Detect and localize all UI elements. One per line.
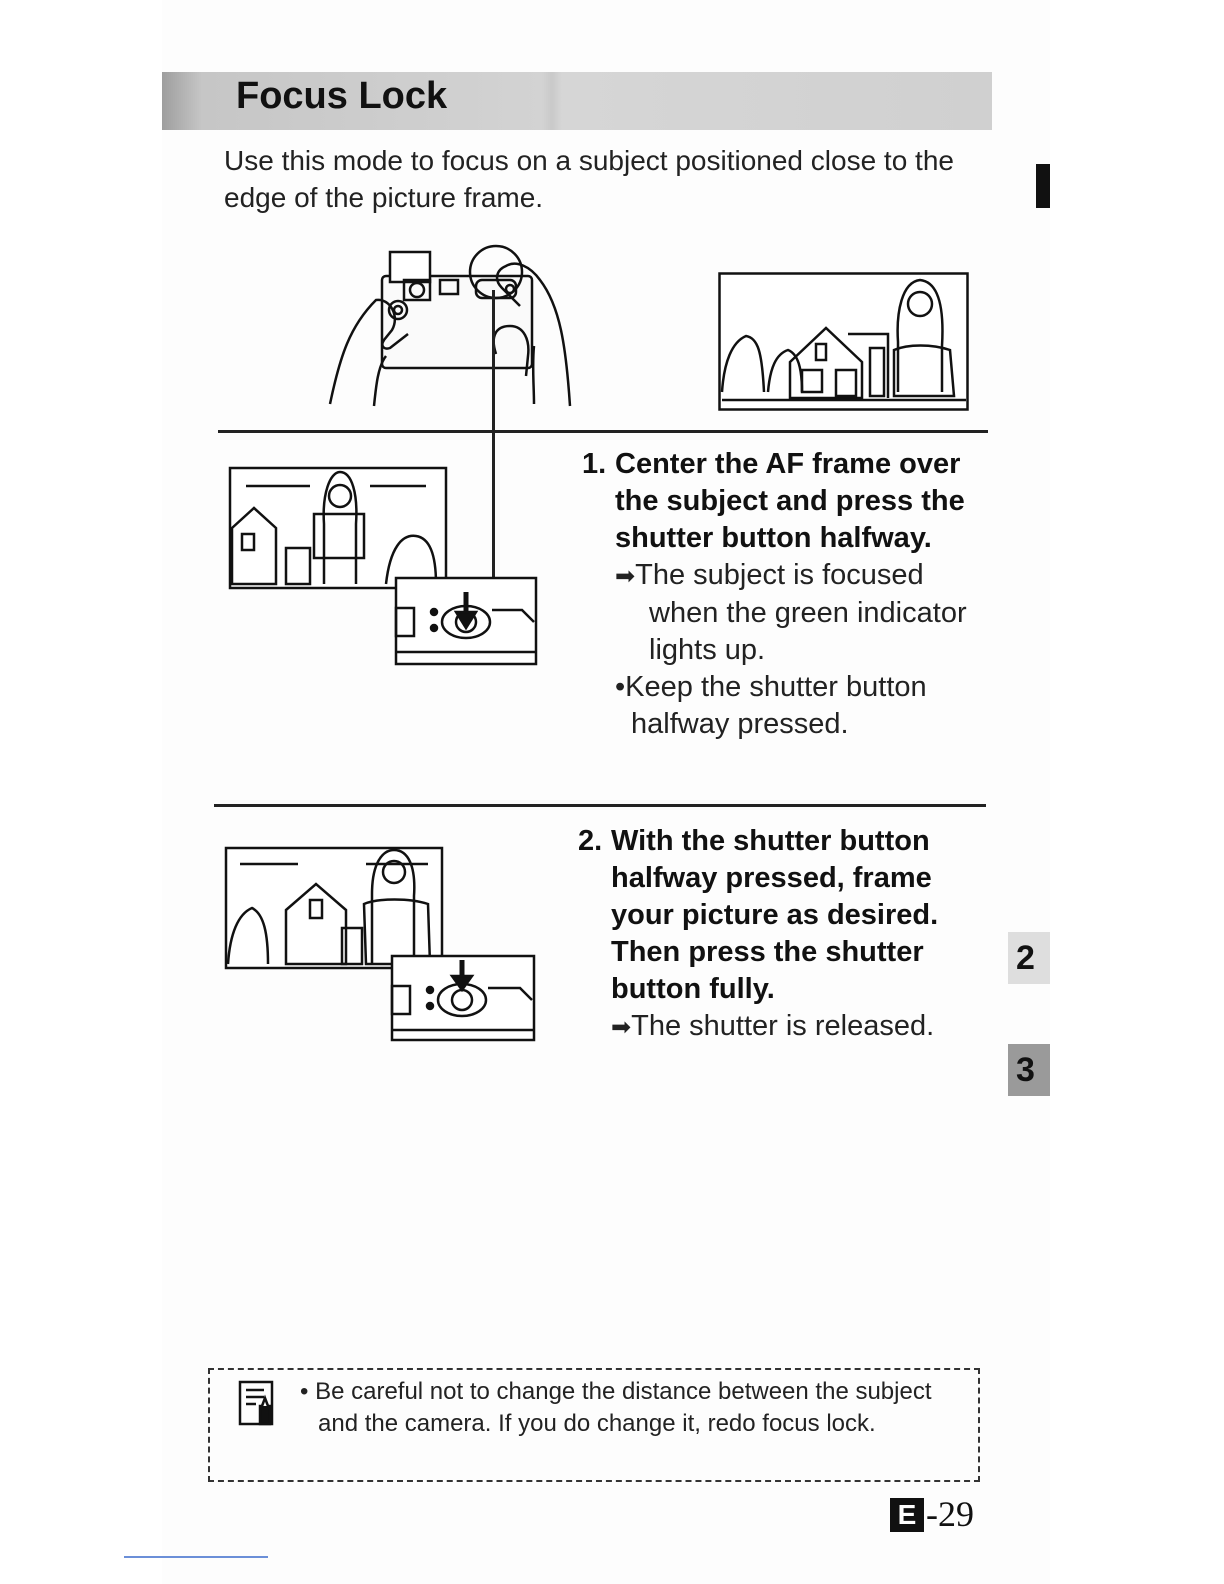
step-1-result-text: The subject is focused when the green indicator lights up. — [635, 559, 967, 666]
step-2-result — [611, 1008, 978, 1046]
bullet-icon: • — [300, 1378, 309, 1405]
edge-index-tab — [1036, 164, 1050, 208]
camera-hands-illustration — [320, 236, 580, 416]
note-body: Be careful not to change the distance between the subject and the camera. If you do change it, redo focus lock. — [315, 1378, 932, 1437]
step-1-illustration — [226, 464, 540, 668]
page-number — [890, 1494, 974, 1534]
scene-subject-at-edge — [718, 272, 970, 412]
step-2 — [578, 823, 978, 1046]
bullet-icon: • — [615, 671, 626, 703]
step-2-result-text: The shutter is released. — [631, 1010, 935, 1042]
note-text — [300, 1376, 968, 1440]
section-divider — [218, 430, 988, 433]
step-1-number: 1. — [582, 448, 607, 480]
memo-pencil-icon — [236, 1378, 280, 1430]
step-1-result — [615, 557, 982, 669]
manual-page — [162, 0, 1050, 1584]
side-tab-2[interactable]: 2 — [1008, 932, 1050, 984]
section-title: Focus Lock — [236, 75, 448, 117]
step-1 — [582, 446, 982, 743]
step-1-bullet-text: Keep the shutter button halfway pressed. — [625, 671, 927, 740]
result-arrow-icon: ➡ — [615, 563, 636, 590]
page-number-badge: E — [890, 1498, 924, 1532]
page-number-value: -29 — [926, 1494, 974, 1534]
result-arrow-icon: ➡ — [611, 1014, 632, 1041]
step-2-illustration — [222, 844, 538, 1044]
step-1-bullet — [615, 669, 982, 743]
intro-text: Use this mode to focus on a subject positioned close to the edge of the picture frame. — [224, 145, 954, 213]
side-tab-3[interactable]: 3 — [1008, 1044, 1050, 1096]
step-2-heading: With the shutter button halfway pressed, frame your picture as desired. Then press the shutter button fully. — [611, 825, 939, 1005]
step-1-heading: Center the AF frame over the subject and press the shutter button halfway. — [615, 448, 965, 554]
link-underline — [124, 1556, 268, 1558]
section-divider-2 — [214, 804, 986, 807]
step-2-number: 2. — [578, 825, 603, 857]
